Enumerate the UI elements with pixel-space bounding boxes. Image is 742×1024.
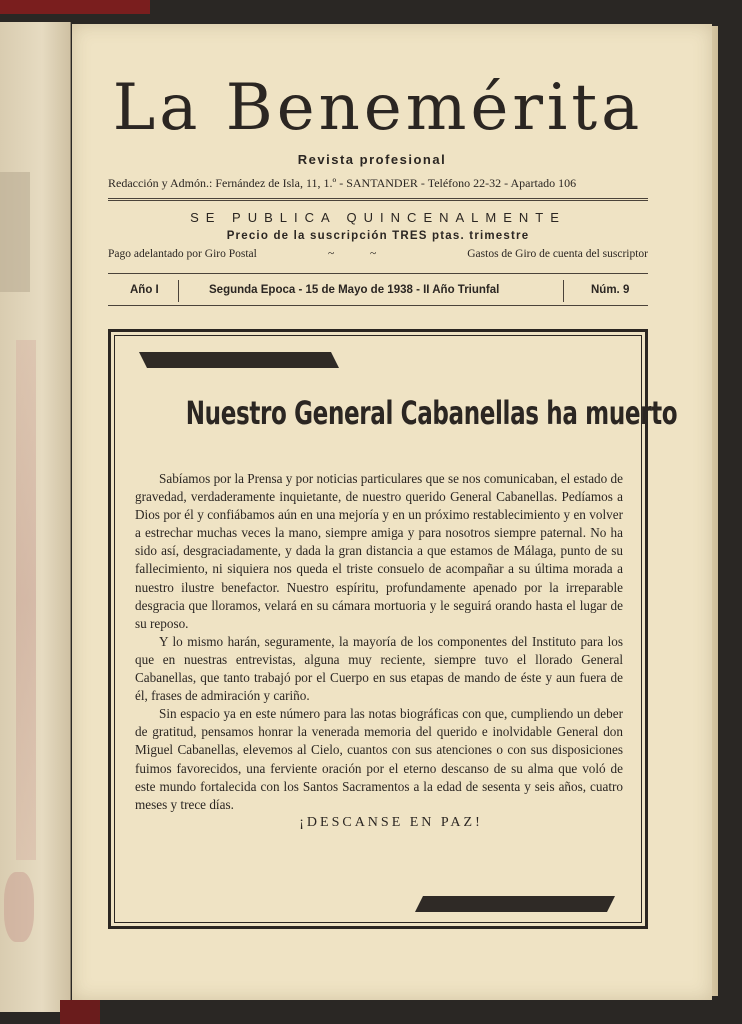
masthead-subtitle: Revista profesional — [297, 152, 447, 167]
ornament-bar-bottom — [415, 896, 615, 912]
article-headline: Nuestro General Cabanellas ha muerto — [185, 394, 678, 432]
masthead-title: La Benemérita — [112, 71, 644, 145]
issue-bar — [108, 280, 648, 302]
payment-left: Pago adelantado por Giro Postal — [108, 248, 257, 260]
ornament-bar-top — [139, 352, 339, 368]
paragraph: Sin espacio ya en este número para las notas biográficas con que, cumpliendo un deber de gratitud, pensamos honrar la venerada memoria del querido e inolvidable General don Miguel Cabanellas, elevemos al Cielo, cuantos con sus atenciones o con sus disposiciones fuimos favorecidos, una ferviente oración por el eterno descanso de su alma que voló de este mundo fortalecida con los Santos Sacramentos a la edad de sesenta y seis años, cuatro meses y trece días. — [135, 706, 623, 812]
payment-right: Gastos de Giro de cuenta del suscriptor — [467, 248, 648, 260]
address-line: Redacción y Admón.: Fernández de Isla, 11, 1.º - SANTANDER - Teléfono 22-32 - Apartado 106 — [108, 176, 577, 190]
divider — [108, 273, 648, 274]
price-line: Precio de la suscripción TRES ptas. trimestre — [226, 230, 530, 242]
issue-number: Núm. 9 — [591, 284, 630, 296]
paragraph: Y lo mismo harán, seguramente, la mayoría de los componentes del Instituto para los que en nuestras entrevistas, alguna muy reciente, siempre tuvo el llorado General Cabanellas, que tanto trabajó por el Cuerpo en sus etapas de mando de éste y aun fuera de él, frases de admiración y cariño. — [135, 633, 623, 704]
issue-year: Año I — [130, 284, 159, 296]
divider — [108, 305, 648, 306]
ornament: ~ — [328, 248, 335, 260]
divider — [108, 198, 648, 201]
magazine-page — [72, 24, 712, 1000]
obituary-box — [108, 329, 678, 929]
left-page-edge — [0, 22, 71, 1012]
ornament: ~ — [370, 248, 377, 260]
issue-date: Segunda Epoca - 15 de Mayo de 1938 - II Año Triunfal — [209, 284, 500, 296]
binding-tape-top — [0, 0, 150, 14]
paragraph: Sabíamos por la Prensa y por noticias particulares que se nos comunicaban, el estado de gravedad, verdaderamente inquietante, de nuestro querido General Cabanellas. Pedíamos a Dios por él y confiábamos aún en una mejoría y en un próximo restablecimiento y en volver a estrechar muchas veces la mano, siempre amiga y para nosotros siempre paternal. No ha sido así, desgraciadamente, y dada la gran distancia a que estamos de Málaga, punto de su fallecimiento, ni siquiera nos queda el triste consuelo de acompañar a su última morada a nuestro ilustre benefactor. Nuestro espíritu, profundamente apenado por la irreparable desgracia que lloramos, velará en su cámara mortuoria y le seguirá orando hasta el lugar de su reposo. — [135, 471, 623, 631]
article-body — [135, 470, 623, 832]
frequency-line: SE PUBLICA QUINCENALMENTE — [190, 210, 566, 225]
binding-tape-bottom — [60, 1000, 100, 1024]
closing-line: ¡DESCANSE EN PAZ! — [299, 814, 483, 830]
